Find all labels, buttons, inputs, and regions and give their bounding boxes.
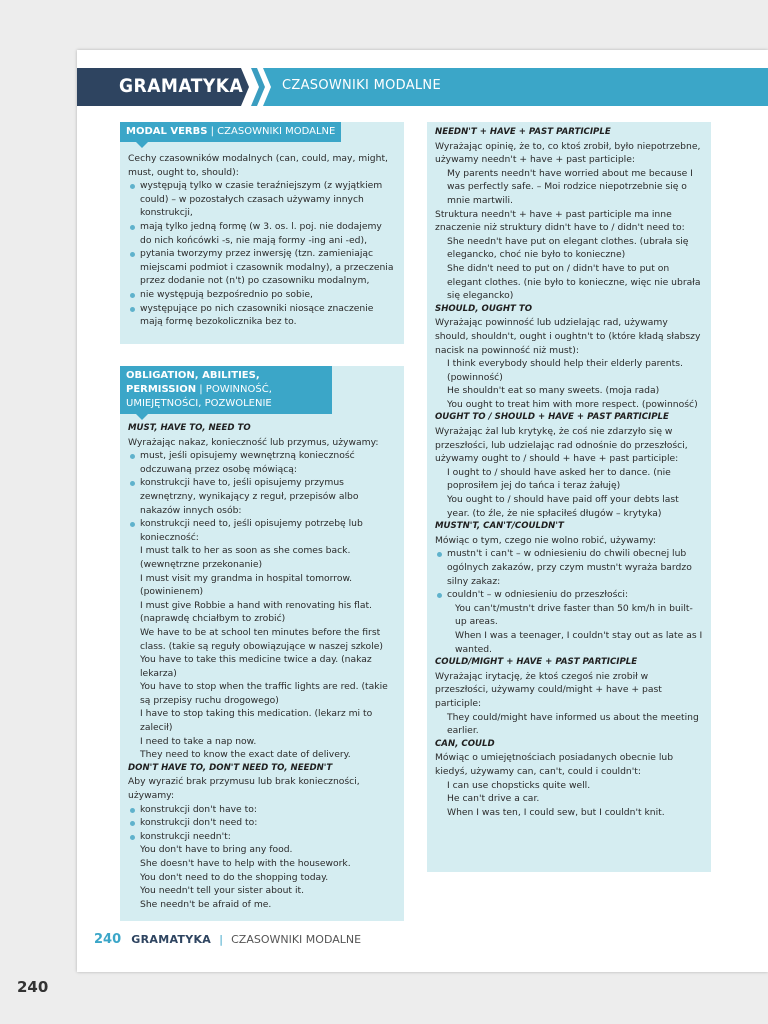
example-sentence: When I was ten, I could sew, but I couldn't knit. — [447, 806, 665, 818]
list-item: konstrukcji have to, jeśli opisujemy przymus zewnętrzny, wynikający z reguł, przepisów albo nakazów innych osób: — [128, 476, 396, 517]
explanation-text: Wyrażając powinność lub udzielając rad, używamy should, shouldn't, ought i oughtn't to (które kładą słabszy nacisk na powinność niż must): — [435, 317, 701, 356]
page-footer — [94, 932, 361, 947]
header-subtitle: CZASOWNIKI MODALNE — [282, 78, 441, 93]
example-sentence: They need to know the exact date of delivery. — [140, 749, 351, 761]
example-sentence: They could/might have informed us about the meeting earlier. — [447, 711, 699, 737]
modal-verbs-tag: MODAL VERBS | CZASOWNIKI MODALNE — [120, 122, 341, 142]
bullet-list — [128, 803, 396, 844]
footer-page-number: 240 — [94, 932, 122, 947]
list-item: mają tylko jedną formę (w 3. os. l. poj. nie dodajemy do nich końcówki -s, nie mają formy -ing ani -ed), — [128, 220, 396, 247]
example-sentence: She needn't have put on elegant clothes. (ubrała się elegancko, choć nie było to konieczne) — [447, 235, 689, 261]
explanation-text: Wyrażając irytację, że ktoś czegoś nie zrobił w przeszłości, używamy could/might + have + past participle: — [435, 670, 662, 709]
page-header — [77, 68, 768, 106]
example-sentence: She doesn't have to help with the housework. — [140, 858, 351, 869]
header-chevron — [251, 68, 265, 106]
section-heading: DON'T HAVE TO, DON'T NEED TO, NEEDN'T — [128, 762, 333, 773]
list-item: występujące po nich czasowniki niosące znaczenie mają formę bezokolicznika bez to. — [128, 302, 396, 329]
example-sentence: She didn't need to put on / didn't have to put on elegant clothes. (nie było to konieczne, więc nie ubrała się elegancko) — [447, 262, 701, 302]
bullet-list — [435, 547, 703, 601]
example-sentence: You have to stop when the traffic lights are red. (takie są przepisy ruchu drogowego) — [140, 681, 388, 706]
section-heading: MUSTN'T, CAN'T/COULDN'T — [435, 521, 564, 532]
example-sentence: You ought to / should have paid off your debts last year. (to źle, że nie spłaciłeś długów – krytyka) — [447, 494, 679, 519]
explanation-text: Mówiąc o umiejętnościach posiadanych obecnie lub kiedyś, używamy can, can't, could i couldn't: — [435, 752, 674, 777]
example-sentence: He can't drive a car. — [447, 793, 540, 805]
example-sentence: I need to take a nap now. — [140, 735, 257, 747]
section-heading: NEEDN'T + HAVE + PAST PARTICIPLE — [435, 127, 611, 137]
example-sentence: You needn't tell your sister about it. — [140, 885, 305, 897]
advice-content — [427, 122, 711, 819]
example-sentence: I can use chopsticks quite well. — [447, 779, 591, 791]
example-sentence: You have to take this medicine twice a day. (nakaz lekarza) — [140, 654, 372, 679]
list-item: konstrukcji don't need to: — [128, 816, 396, 830]
needn't-box — [427, 122, 711, 872]
example-sentence: You ought to treat him with more respect. (powinność) — [447, 398, 698, 410]
footer-separator: | — [219, 933, 223, 946]
example-sentence: I must talk to her as soon as she comes back. (wewnętrzne przekonanie) — [140, 545, 351, 570]
footer-title: GRAMATYKA — [131, 933, 212, 946]
modal-verbs-box — [120, 122, 404, 344]
list-item: nie występują bezpośrednio po sobie, — [128, 288, 396, 302]
list-item: pytania tworzymy przez inwersję (tzn. zamieniając miejscami podmiot i czasownik modalny), a przeczenia przez dodanie not (n't) po czasowniku modalnym, — [128, 247, 396, 288]
example-sentence: She needn't be afraid of me. — [140, 898, 272, 910]
section-heading: CAN, COULD — [435, 738, 495, 749]
example-sentence: I must give Robbie a hand with renovating his flat. (naprawdę chciałbym to zrobić) — [140, 599, 372, 625]
example-sentence: I have to stop taking this medication. (lekarz mi to zalecił) — [140, 708, 373, 734]
obligation-tag: OBLIGATION, ABILITIES, PERMISSION | POWINNOŚĆ, UMIEJĘTNOŚCI, POZWOLENIE — [120, 366, 332, 414]
list-item: konstrukcji needn't: — [128, 830, 396, 844]
explanation-text: Struktura needn't + have + past participle ma inne znaczenie niż struktury didn't have to / didn't need to: — [435, 208, 685, 234]
modal-verbs-intro: Cechy czasowników modalnych (can, could, may, might, must, ought to, should): — [128, 153, 388, 178]
example-sentence: When I was a teenager, I couldn't stay out as late as I wanted. — [455, 629, 703, 655]
explanation-text: Wyrażając opinię, że to, co ktoś zrobił, było niepotrzebne, używamy needn't + have + past participle: — [435, 140, 701, 166]
example-sentence: My parents needn't have worried about me because I was perfectly safe. – Moi rodzice niepotrzebnie się o mnie martwili. — [447, 167, 693, 206]
section-heading: SHOULD, OUGHT TO — [435, 303, 533, 314]
bullet-list — [128, 449, 396, 544]
book-page — [77, 50, 768, 972]
obligation-content — [120, 414, 404, 911]
footer-subtitle: CZASOWNIKI MODALNE — [231, 933, 362, 946]
section-heading: OUGHT TO / SHOULD + HAVE + PAST PARTICIPLE — [435, 412, 669, 423]
page-number: 240 — [17, 978, 49, 996]
example-sentence: I must visit my grandma in hospital tomorrow. (powinienem) — [140, 572, 353, 598]
obligation-box — [120, 366, 404, 921]
list-item: mustn't i can't – w odniesieniu do chwili obecnej lub ogólnych zakazów, przy czym mustn't wyraża bardzo silny zakaz: — [435, 547, 703, 588]
example-sentence: You don't need to do the shopping today. — [140, 871, 329, 883]
section-heading: COULD/MIGHT + HAVE + PAST PARTICIPLE — [435, 657, 638, 668]
example-sentence: I ought to / should have asked her to dance. (nie poprosiłem jej do tańca i teraz żałuję) — [447, 466, 671, 492]
example-sentence: I think everybody should help their elderly parents. (powinność) — [447, 358, 683, 383]
list-item: występują tylko w czasie teraźniejszym (z wyjątkiem could) – w pozostałych czasach używamy innych konstrukcji, — [128, 179, 396, 220]
list-item: konstrukcji need to, jeśli opisujemy potrzebę lub konieczność: — [128, 517, 396, 544]
example-sentence: You don't have to bring any food. — [140, 844, 293, 856]
example-sentence: You can't/mustn't drive faster than 50 km/h in built-up areas. — [455, 602, 693, 628]
header-title: GRAMATYKA — [119, 75, 244, 97]
explanation-text: Mówiąc o tym, czego nie wolno robić, używamy: — [435, 534, 657, 546]
example-sentence: He shouldn't eat so many sweets. (moja rada) — [447, 385, 660, 397]
list-item: must, jeśli opisujemy wewnętrzną konieczność odczuwaną przez osobę mówiącą: — [128, 449, 396, 476]
section-heading: MUST, HAVE TO, NEED TO — [128, 423, 251, 433]
list-item: couldn't – w odniesieniu do przeszłości: — [435, 588, 703, 602]
modal-verbs-list — [128, 179, 396, 329]
list-item: konstrukcji don't have to: — [128, 803, 396, 817]
explanation-text: Aby wyrazić brak przymusu lub brak konieczności, używamy: — [128, 776, 360, 802]
explanation-text: Wyrażając żal lub krytykę, że coś nie zdarzyło się w przeszłości, lub udzielając rad odnośnie do przeszłości, używamy ought to / should + have + past participle: — [435, 426, 688, 465]
explanation-text: Wyrażając nakaz, konieczność lub przymus, używamy: — [128, 436, 379, 448]
example-sentence: We have to be at school ten minutes before the first class. (takie są reguły obowiązujące w naszej szkole) — [140, 626, 383, 652]
